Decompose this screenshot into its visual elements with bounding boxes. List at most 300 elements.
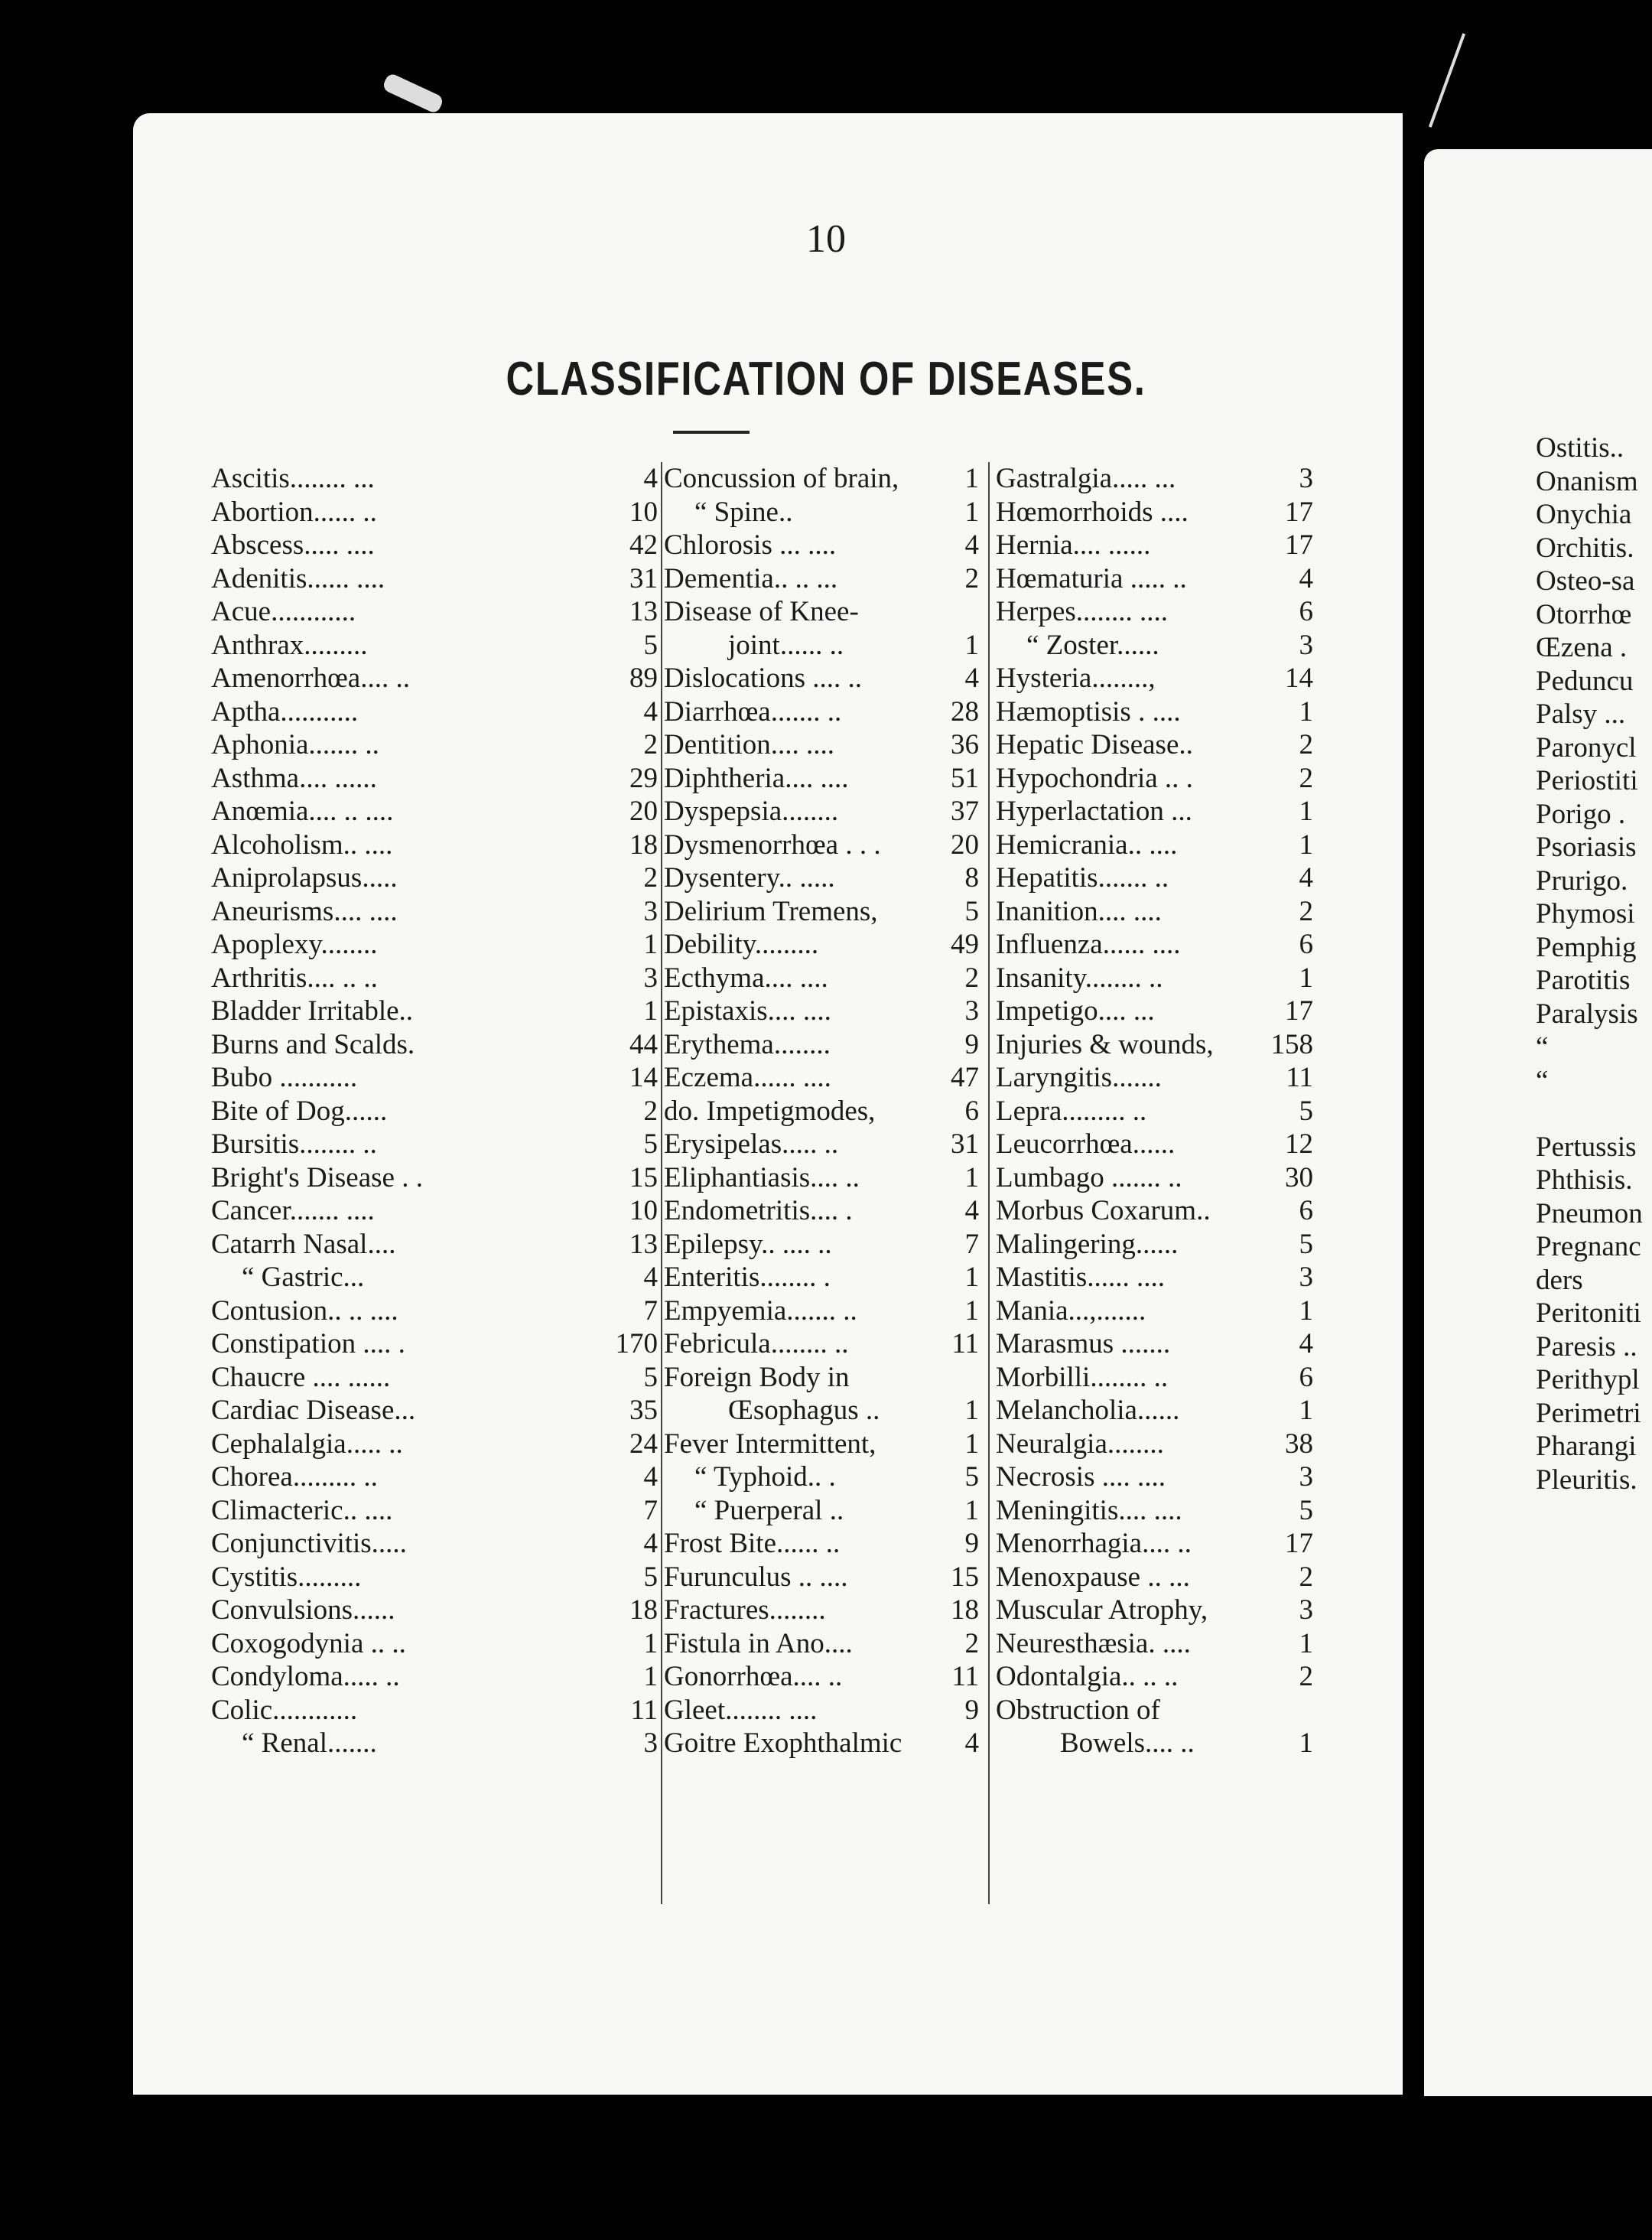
disease-name: Dysmenorrhœa . . . (664, 829, 881, 861)
case-count: 13 (629, 596, 658, 627)
disease-name: Adenitis...... .... (211, 562, 385, 594)
disease-entry (996, 562, 1313, 596)
disease-name: Concussion of brain, (664, 463, 899, 494)
disease-entry (664, 1527, 979, 1561)
next-page-entry (1536, 1264, 1652, 1297)
next-page-entry (1536, 1131, 1652, 1164)
disease-column-1 (211, 462, 658, 1760)
disease-entry (664, 1394, 979, 1428)
disease-name: Chaucre .... ...... (211, 1361, 391, 1393)
disease-entry (211, 662, 658, 695)
disease-name: “ Gastric... (242, 1262, 365, 1293)
case-count: 11 (951, 1661, 979, 1692)
disease-name: Debility......... (664, 929, 819, 960)
case-count: 31 (629, 562, 658, 594)
disease-entry (664, 795, 979, 829)
next-page-entry-text: Pregnanc (1536, 1231, 1641, 1262)
next-page-entry (1536, 764, 1652, 798)
next-page-entry-text: Periostiti (1536, 765, 1638, 796)
disease-name: Fever Intermittent, (664, 1428, 876, 1460)
disease-entry (211, 995, 658, 1028)
case-count: 3 (1299, 1461, 1313, 1493)
disease-name: Neuralgia........ (996, 1428, 1164, 1460)
disease-name: Asthma.... ...... (211, 762, 377, 794)
case-count: 1 (643, 1627, 658, 1659)
disease-name: Abscess..... .... (211, 529, 375, 561)
disease-entry (211, 1061, 658, 1095)
disease-name: Epilepsy.. .... .. (664, 1228, 832, 1260)
disease-name: Empyemia....... .. (664, 1294, 857, 1327)
next-page-entry (1536, 1164, 1652, 1197)
disease-name: Catarrh Nasal.... (211, 1228, 396, 1260)
next-page-entry (1536, 1230, 1652, 1264)
disease-name: Erysipelas..... .. (664, 1128, 839, 1160)
case-count: 3 (1299, 1262, 1313, 1293)
disease-name: Dislocations .... .. (664, 663, 862, 694)
disease-name: Bowels.... .. (1060, 1727, 1195, 1759)
next-page-entry-text: “ (1536, 1031, 1549, 1063)
disease-name: Convulsions...... (211, 1594, 395, 1626)
disease-name: Aneurisms.... .... (211, 895, 398, 927)
next-page-entry-text: ders (1536, 1264, 1583, 1296)
case-count: 35 (629, 1395, 658, 1426)
disease-name: Menorrhagia.... .. (996, 1528, 1192, 1559)
case-count: 1 (1299, 1395, 1313, 1426)
next-page-entry-text: Perimetri (1536, 1397, 1641, 1429)
disease-entry (664, 1561, 979, 1594)
disease-name: Burns and Scalds. (211, 1028, 415, 1060)
disease-name: Aniprolapsus..... (211, 862, 398, 894)
disease-name: Gastralgia..... ... (996, 463, 1176, 494)
disease-entry (996, 1727, 1313, 1760)
case-count: 1 (1299, 796, 1313, 827)
disease-name: Ascitis........ ... (211, 463, 375, 494)
disease-name: Climacteric.. .... (211, 1494, 393, 1526)
case-count: 5 (964, 895, 979, 927)
case-count: 2 (1299, 1561, 1313, 1593)
next-page-entry (1536, 1030, 1652, 1064)
case-count: 2 (643, 1095, 658, 1127)
case-count: 1 (1299, 695, 1313, 728)
case-count: 1 (964, 629, 979, 661)
disease-name: Muscular Atrophy, (996, 1594, 1208, 1626)
disease-name: Hypochondria .. . (996, 762, 1193, 794)
disease-entry (664, 462, 979, 496)
next-page-entry-text: Psoriasis (1536, 832, 1637, 863)
case-count: 29 (629, 762, 658, 794)
disease-name: Coxogodynia .. .. (211, 1627, 406, 1659)
case-count: 4 (1299, 562, 1313, 594)
case-count: 1 (1299, 1294, 1313, 1327)
disease-entry (664, 1361, 979, 1395)
disease-name: Melancholia...... (996, 1395, 1180, 1426)
disease-name: Aptha........... (211, 695, 359, 728)
next-page-entry (1536, 1430, 1652, 1463)
case-count: 5 (643, 1361, 658, 1393)
disease-entry (211, 1727, 658, 1760)
disease-name: Bubo ........... (211, 1062, 358, 1093)
case-count: 6 (1299, 1195, 1313, 1226)
page-number: 10 (806, 217, 846, 261)
disease-name: Fractures........ (664, 1594, 826, 1626)
disease-entry (211, 1428, 658, 1461)
next-page-entry-text: Perithypl (1536, 1364, 1640, 1395)
next-page-entry (1536, 897, 1652, 931)
case-count: 5 (643, 1128, 658, 1160)
disease-entry (996, 1594, 1313, 1627)
disease-entry (211, 762, 658, 796)
case-count: 20 (629, 796, 658, 827)
disease-entry (664, 1428, 979, 1461)
case-count: 2 (1299, 762, 1313, 794)
case-count: 8 (964, 862, 979, 894)
disease-entry (996, 529, 1313, 562)
disease-name: Frost Bite...... .. (664, 1528, 841, 1559)
disease-entry (664, 595, 979, 629)
case-count: 44 (629, 1028, 658, 1060)
disease-name: Herpes........ .... (996, 596, 1169, 627)
disease-entry (996, 1394, 1313, 1428)
case-count: 5 (1299, 1095, 1313, 1127)
case-count: 5 (1299, 1228, 1313, 1260)
case-count: 170 (615, 1328, 658, 1359)
disease-entry (211, 595, 658, 629)
disease-entry (211, 629, 658, 663)
disease-name: Abortion...... .. (211, 496, 377, 528)
case-count: 17 (1285, 529, 1313, 561)
disease-name: Hemicrania.. .... (996, 829, 1178, 861)
disease-entry (664, 695, 979, 729)
disease-name: Morbilli........ .. (996, 1361, 1169, 1393)
case-count: 49 (951, 929, 979, 960)
disease-entry (664, 1660, 979, 1694)
next-page-entry-text: “ (1536, 1064, 1549, 1096)
disease-entry (664, 1594, 979, 1627)
disease-name: Epistaxis.... .... (664, 995, 831, 1027)
disease-entry (664, 1261, 979, 1294)
disease-entry (996, 1361, 1313, 1395)
next-page-entry (1536, 465, 1652, 499)
next-page-entry (1536, 1064, 1652, 1098)
disease-entry (211, 562, 658, 596)
disease-name: Furunculus .. .... (664, 1561, 848, 1593)
disease-name: Odontalgia.. .. .. (996, 1661, 1179, 1692)
disease-name: Erythema........ (664, 1028, 831, 1060)
column-divider (988, 462, 990, 1904)
disease-entry (996, 895, 1313, 929)
disease-entry (211, 1561, 658, 1594)
disease-name: Chorea......... .. (211, 1461, 378, 1493)
disease-entry (664, 1228, 979, 1262)
next-page-entry (1536, 665, 1652, 698)
paper-fiber (1429, 33, 1465, 128)
disease-name: Hysteria........, (996, 663, 1156, 694)
disease-entry (211, 1394, 658, 1428)
next-page-entry (1536, 1397, 1652, 1431)
disease-entry (996, 1261, 1313, 1294)
disease-name: Morbus Coxarum.. (996, 1195, 1211, 1226)
case-count: 18 (951, 1594, 979, 1626)
case-count: 1 (643, 995, 658, 1027)
disease-name: Anthrax......... (211, 629, 368, 661)
disease-entry (996, 1228, 1313, 1262)
case-count: 11 (1286, 1062, 1313, 1093)
disease-entry (996, 1061, 1313, 1095)
disease-name: Alcoholism.. .... (211, 829, 393, 861)
next-page-column (1536, 431, 1652, 1496)
case-count: 18 (629, 1594, 658, 1626)
disease-name: Bladder Irritable.. (211, 995, 414, 1027)
disease-name: Bursitis........ .. (211, 1128, 377, 1160)
disease-entry (211, 1128, 658, 1161)
disease-name: Amenorrhœa.... .. (211, 663, 410, 694)
disease-name: Insanity........ .. (996, 962, 1163, 994)
next-page-entry-text: Otorrhœ (1536, 598, 1632, 630)
next-page-entry (1536, 498, 1652, 532)
next-page-entry (1536, 1197, 1652, 1231)
case-count: 1 (1299, 829, 1313, 861)
case-count: 3 (1299, 1594, 1313, 1626)
disease-entry (211, 1294, 658, 1328)
case-count: 7 (643, 1494, 658, 1526)
next-page-entry-text: Phthisis. (1536, 1164, 1633, 1196)
case-count: 1 (1299, 1627, 1313, 1659)
disease-entry (211, 928, 658, 962)
case-count: 51 (951, 762, 979, 794)
disease-entry (996, 1128, 1313, 1161)
disease-entry (211, 1627, 658, 1661)
next-page-entry-text: Œzena . (1536, 632, 1628, 663)
disease-entry (996, 662, 1313, 695)
disease-entry (664, 962, 979, 995)
case-count: 5 (643, 629, 658, 661)
case-count: 1 (964, 1395, 979, 1426)
disease-entry (211, 529, 658, 562)
disease-entry (211, 1694, 658, 1727)
case-count: 14 (1285, 663, 1313, 694)
case-count: 11 (951, 1328, 979, 1359)
disease-entry (664, 1627, 979, 1661)
disease-entry (211, 1594, 658, 1627)
next-page-entry (1536, 1463, 1652, 1497)
disease-entry (211, 1494, 658, 1528)
disease-entry (996, 629, 1313, 663)
disease-name: Aphonia....... .. (211, 729, 379, 760)
disease-name: Hepatitis....... .. (996, 862, 1169, 894)
case-count: 24 (629, 1428, 658, 1460)
case-count: 4 (964, 1195, 979, 1226)
disease-name: Laryngitis....... (996, 1062, 1162, 1093)
disease-name: Œsophagus .. (728, 1395, 880, 1426)
disease-name: Fistula in Ano.... (664, 1627, 853, 1659)
case-count: 3 (964, 995, 979, 1027)
next-page-entry (1536, 1097, 1652, 1131)
disease-name: Goitre Exophthalmic (664, 1727, 902, 1759)
case-count: 4 (1299, 1328, 1313, 1359)
disease-entry (996, 695, 1313, 729)
disease-entry (996, 595, 1313, 629)
disease-entry (211, 1327, 658, 1361)
disease-entry (996, 1694, 1313, 1727)
disease-name: Malingering...... (996, 1228, 1179, 1260)
case-count: 18 (629, 829, 658, 861)
case-count: 2 (1299, 895, 1313, 927)
disease-name: Cephalalgia..... .. (211, 1428, 403, 1460)
next-page-entry-text: Prurigo. (1536, 864, 1628, 897)
disease-entry (996, 1527, 1313, 1561)
disease-column-2 (664, 462, 979, 1760)
disease-name: Ecthyma.... .... (664, 962, 828, 994)
disease-name: Endometritis.... . (664, 1195, 853, 1226)
next-page-entry (1536, 431, 1652, 465)
disease-entry (211, 829, 658, 862)
case-count: 4 (1299, 862, 1313, 894)
next-page-entry (1536, 931, 1652, 965)
case-count: 5 (643, 1561, 658, 1593)
disease-name: Diphtheria.... .... (664, 762, 849, 794)
disease-name: Cystitis......... (211, 1561, 362, 1593)
disease-name: Bright's Disease . . (211, 1161, 423, 1193)
next-page-entry (1536, 1297, 1652, 1330)
disease-name: Menoxpause .. ... (996, 1561, 1190, 1593)
case-count: 7 (643, 1294, 658, 1327)
case-count: 6 (1299, 929, 1313, 960)
disease-entry (664, 1095, 979, 1128)
disease-entry (664, 1161, 979, 1195)
disease-entry (996, 1161, 1313, 1195)
next-page-entry-text: Pleuritis. (1536, 1463, 1637, 1496)
next-page-entry-text: Porigo . (1536, 798, 1626, 830)
disease-entry (996, 1494, 1313, 1528)
case-count: 9 (964, 1528, 979, 1559)
disease-entry (996, 1561, 1313, 1594)
disease-entry (664, 995, 979, 1028)
disease-entry (996, 762, 1313, 796)
disease-entry (996, 995, 1313, 1028)
case-count: 1 (643, 929, 658, 960)
disease-name: Hœmaturia ..... .. (996, 562, 1187, 594)
disease-entry (664, 1028, 979, 1062)
disease-entry (211, 962, 658, 995)
case-count: 10 (629, 496, 658, 528)
disease-name: Mastitis...... .... (996, 1262, 1165, 1293)
case-count: 3 (1299, 463, 1313, 494)
next-page-entry (1536, 864, 1652, 898)
disease-name: Hepatic Disease.. (996, 729, 1193, 760)
disease-name: Influenza...... .... (996, 929, 1181, 960)
case-count: 4 (643, 463, 658, 494)
disease-entry (664, 1194, 979, 1228)
disease-entry (664, 728, 979, 762)
next-page-entry (1536, 532, 1652, 565)
next-page-entry-text: Pemphig (1536, 931, 1637, 963)
disease-name: Bite of Dog...... (211, 1095, 388, 1127)
disease-entry (996, 1095, 1313, 1128)
disease-name: Hyperlactation ... (996, 796, 1192, 827)
next-page-entry-text: Pharangi (1536, 1431, 1637, 1462)
case-count: 1 (964, 1262, 979, 1293)
case-count: 5 (1299, 1494, 1313, 1526)
disease-entry (664, 629, 979, 663)
disease-entry (211, 1660, 658, 1694)
disease-entry (996, 1028, 1313, 1062)
case-count: 2 (1299, 1661, 1313, 1692)
disease-entry (664, 562, 979, 596)
disease-name: Arthritis.... .. .. (211, 962, 378, 994)
disease-entry (211, 462, 658, 496)
next-page-entry-text: Ostitis.. (1536, 432, 1624, 464)
case-count: 36 (951, 729, 979, 760)
next-page-entry-text: Pertussis (1536, 1131, 1637, 1163)
disease-entry (664, 829, 979, 862)
case-count: 9 (964, 1694, 979, 1726)
case-count: 4 (643, 1262, 658, 1293)
disease-entry (996, 1194, 1313, 1228)
disease-entry (664, 928, 979, 962)
case-count: 1 (1299, 962, 1313, 994)
next-page-entry-text: Paresis .. (1536, 1330, 1637, 1363)
case-count: 17 (1285, 995, 1313, 1027)
disease-name: Acue............ (211, 596, 356, 627)
disease-name: Eczema...... .... (664, 1062, 831, 1093)
case-count: 4 (964, 663, 979, 694)
case-count: 3 (1299, 629, 1313, 661)
disease-name: Diarrhœa....... .. (664, 695, 842, 728)
disease-entry (996, 795, 1313, 829)
disease-name: Hernia.... ...... (996, 529, 1151, 561)
case-count: 2 (964, 962, 979, 994)
disease-name: Contusion.. .. .... (211, 1294, 398, 1327)
next-page-entry-text: Orchitis. (1536, 532, 1634, 564)
disease-name: Dysentery.. ..... (664, 862, 835, 894)
disease-entry (211, 1460, 658, 1494)
next-page-entry-text: Osteo-sa (1536, 565, 1635, 597)
disease-name: Necrosis .... .... (996, 1461, 1166, 1493)
case-count: 20 (951, 829, 979, 861)
disease-name: Apoplexy........ (211, 929, 378, 960)
disease-entry (664, 496, 979, 529)
next-page-entry-text: Peduncu (1536, 665, 1634, 697)
disease-entry (664, 762, 979, 796)
disease-entry (996, 1627, 1313, 1661)
case-count: 10 (629, 1195, 658, 1226)
next-page-entry-text: Onychia (1536, 499, 1632, 530)
case-count: 1 (964, 1161, 979, 1193)
disease-name: Foreign Body in (664, 1361, 850, 1393)
disease-entry (664, 662, 979, 695)
case-count: 1 (964, 1494, 979, 1526)
case-count: 4 (643, 695, 658, 728)
case-count: 47 (951, 1062, 979, 1093)
case-count: 30 (1285, 1161, 1313, 1193)
case-count: 1 (964, 463, 979, 494)
case-count: 1 (964, 1428, 979, 1460)
disease-name: Marasmus ....... (996, 1328, 1171, 1359)
disease-name: Cardiac Disease... (211, 1395, 416, 1426)
disease-entry (996, 462, 1313, 496)
disease-entry (211, 728, 658, 762)
case-count: 4 (643, 1528, 658, 1559)
disease-entry (996, 496, 1313, 529)
case-count: 2 (643, 862, 658, 894)
next-page-entry (1536, 831, 1652, 864)
disease-name: Gonorrhœa.... .. (664, 1661, 843, 1692)
case-count: 3 (643, 1727, 658, 1759)
disease-entry (211, 1161, 658, 1195)
next-page-entry-text: Paralysis (1536, 998, 1638, 1030)
disease-entry (664, 1294, 979, 1328)
disease-name: “ Spine.. (694, 496, 793, 528)
